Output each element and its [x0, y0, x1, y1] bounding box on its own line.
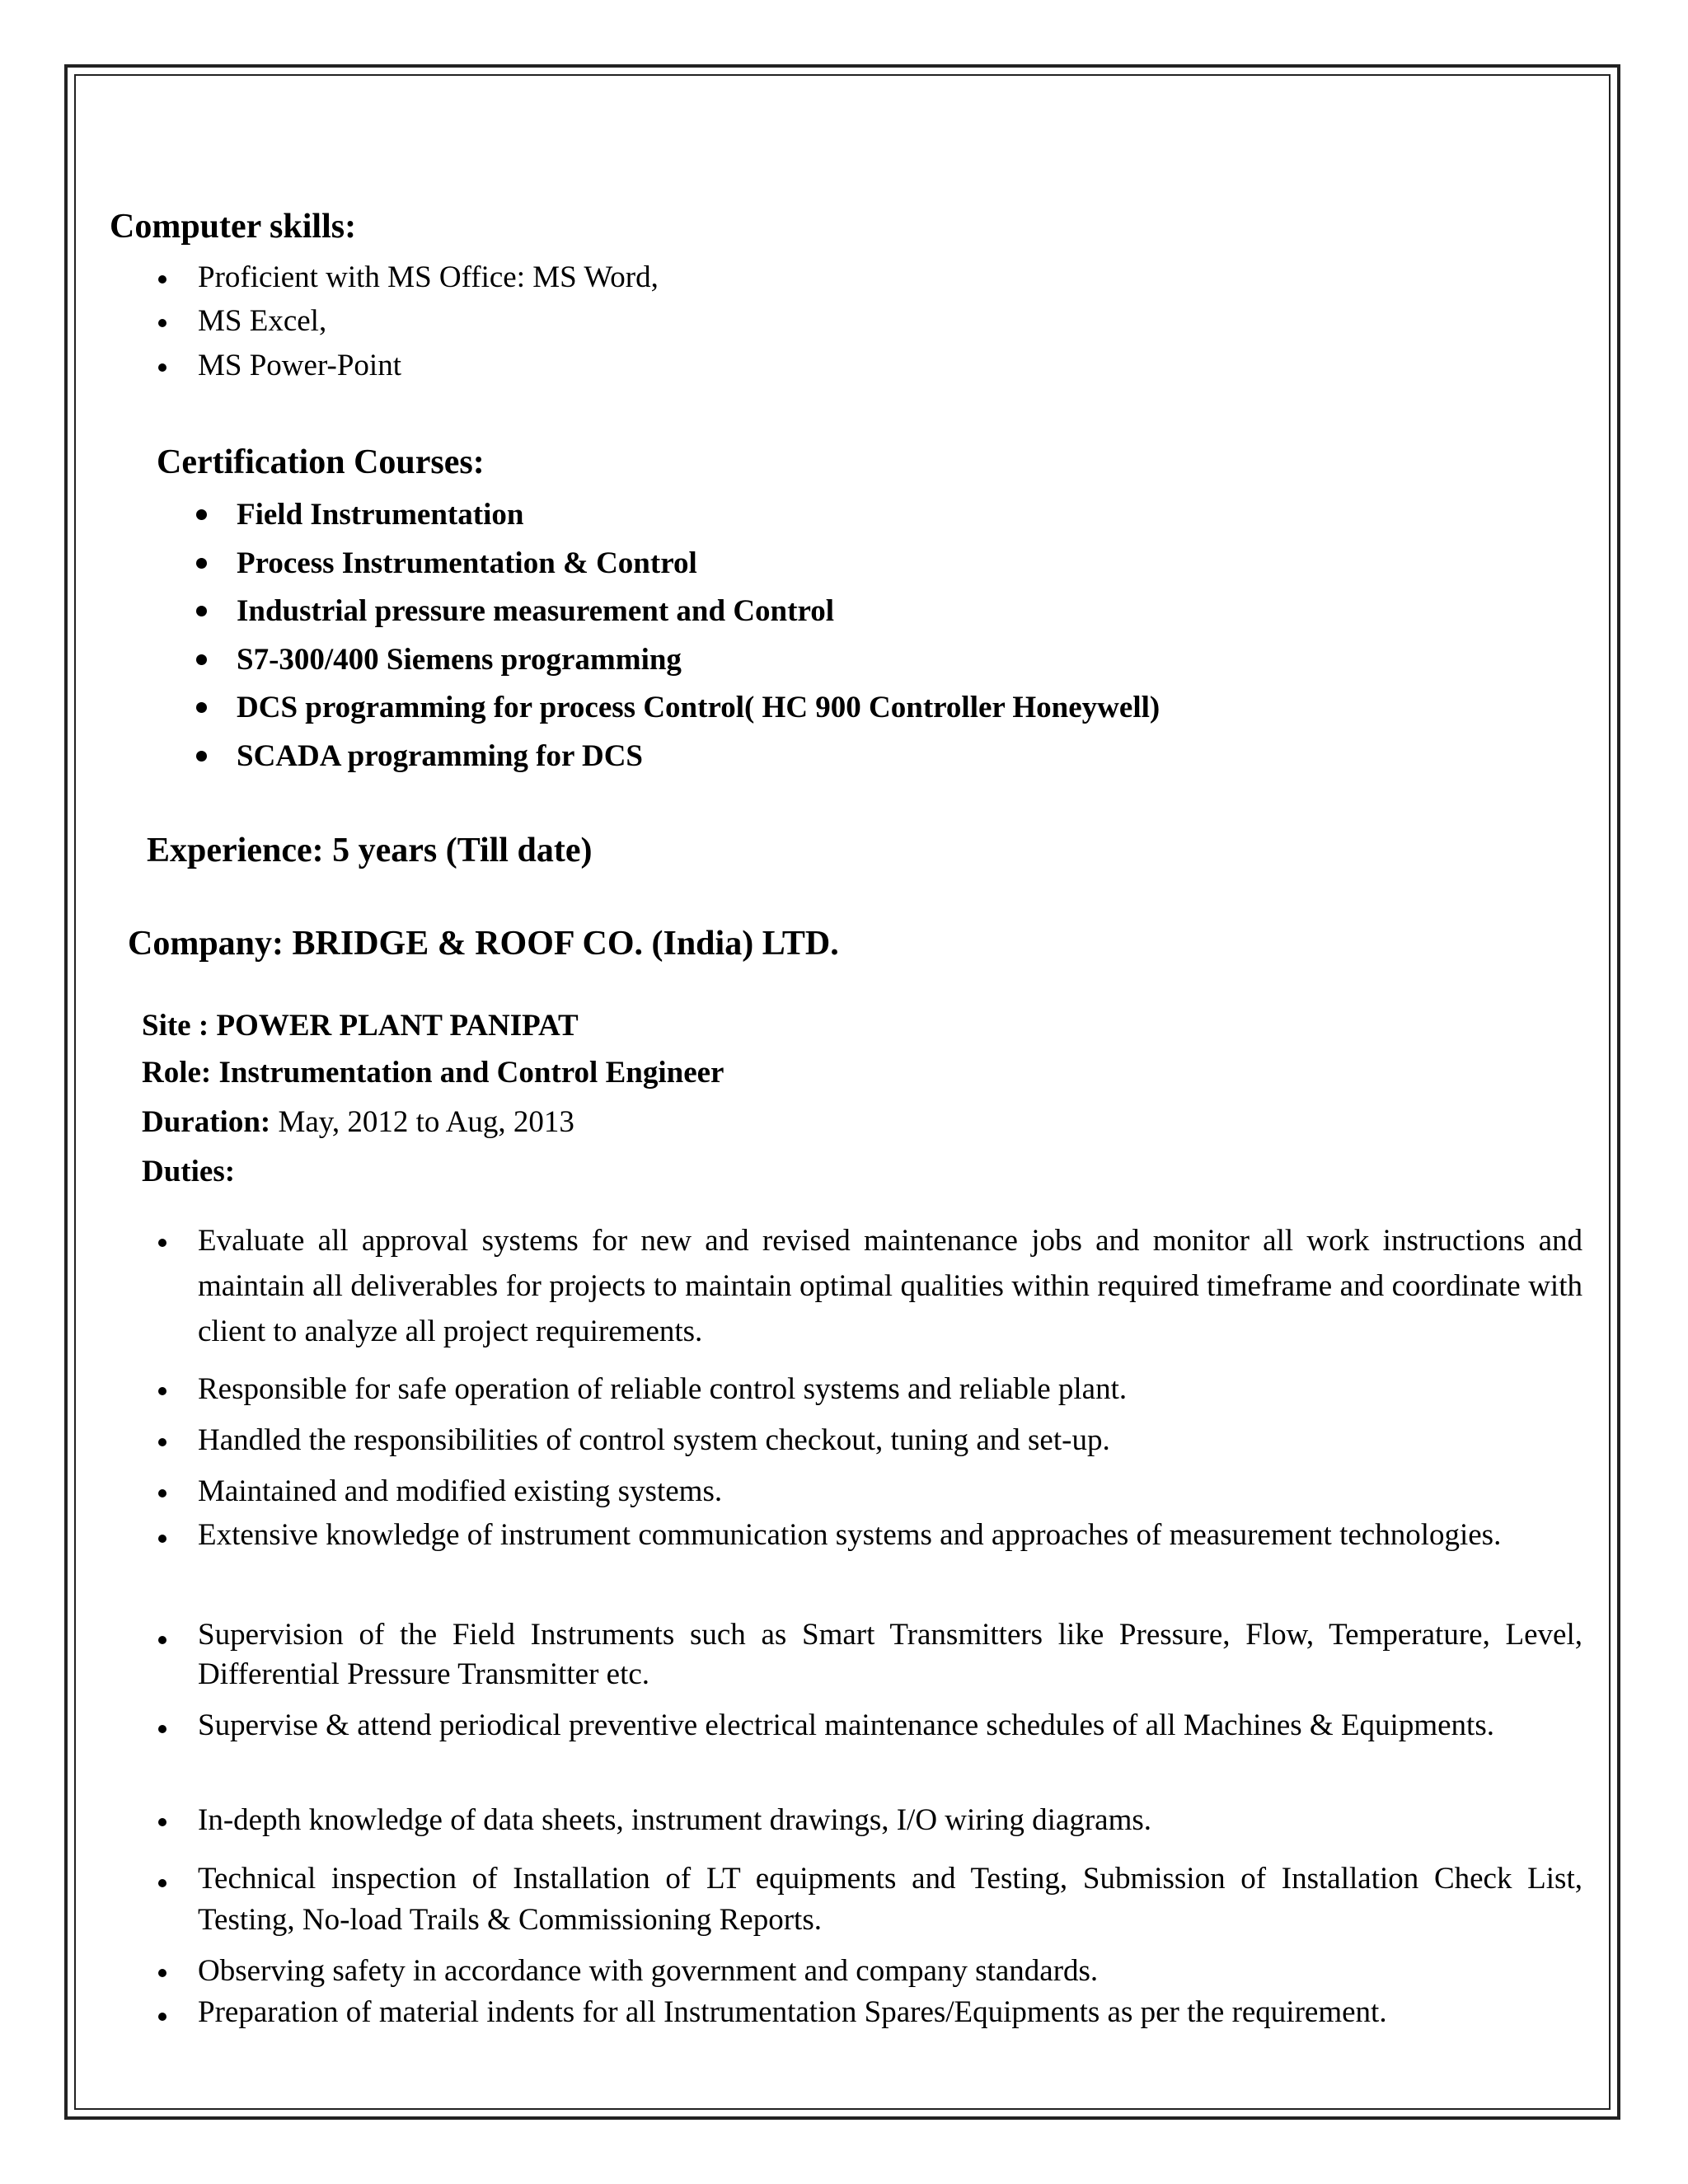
experience-value: 5 years (Till date) [332, 832, 593, 869]
certification-heading: Certification Courses: [157, 443, 485, 481]
duration-label: Duration: [142, 1105, 271, 1139]
bullet-icon [158, 1969, 166, 1977]
bullet-icon [158, 1818, 166, 1826]
role-value: Instrumentation and Control Engineer [218, 1056, 724, 1090]
bullet-icon [158, 1438, 166, 1446]
bullet-icon [158, 1879, 166, 1887]
site-line [142, 1008, 579, 1044]
duty-item: In-depth knowledge of data sheets, instrument drawings, I/O wiring diagrams. [198, 1803, 1152, 1837]
duty-item: Supervise & attend periodical preventive electrical maintenance schedules of all Machines & Equipments. [198, 1708, 1494, 1742]
bullet-icon [158, 275, 166, 284]
certification-item: Industrial pressure measurement and Control [237, 594, 834, 628]
duration-value: May, 2012 to Aug, 2013 [278, 1105, 574, 1139]
role-line [142, 1055, 724, 1091]
bullet-icon [196, 509, 207, 520]
certification-item: Process Instrumentation & Control [237, 546, 697, 580]
bullet-icon [158, 1387, 166, 1395]
site-value: POWER PLANT PANIPAT [216, 1009, 579, 1043]
bullet-icon [158, 319, 166, 327]
duty-item: Supervision of the Field Instruments such as Smart Transmitters like Pressure, Flow, Temperature, Level, Differential Pressure Transmitter etc. [198, 1618, 1582, 1691]
duration-line [142, 1104, 574, 1141]
bullet-icon [158, 1239, 166, 1247]
bullet-icon [158, 1725, 166, 1733]
company-value: BRIDGE & ROOF CO. (India) LTD. [292, 925, 839, 963]
certification-item: SCADA programming for DCS [237, 739, 644, 773]
computer-skill-item: Proficient with MS Office: MS Word, [198, 260, 659, 294]
certification-item: DCS programming for process Control( HC 900 Controller Honeywell) [237, 691, 1160, 724]
computer-skill-item: MS Power-Point [198, 349, 401, 382]
bullet-icon [196, 606, 207, 616]
bullet-icon [158, 1489, 166, 1497]
duty-item: Technical inspection of Installation of LT equipments and Testing, Submission of Installation Check List, Testing, No-load Trails & Commissioning Reports. [198, 1862, 1582, 1937]
duty-item: Preparation of material indents for all Instrumentation Spares/Equipments as per the requirement. [198, 1995, 1387, 2029]
role-label: Role: [142, 1056, 212, 1090]
bullet-icon [158, 2013, 166, 2021]
bullet-icon [158, 1636, 166, 1644]
certification-item: S7-300/400 Siemens programming [237, 643, 682, 677]
duty-item: Extensive knowledge of instrument communication systems and approaches of measurement technologies. [198, 1518, 1502, 1552]
bullet-icon [196, 751, 207, 762]
bullet-icon [158, 363, 166, 372]
duty-item: Responsible for safe operation of reliable control systems and reliable plant. [198, 1372, 1128, 1406]
experience-label: Experience: [147, 832, 324, 869]
bullet-icon [196, 654, 207, 665]
certification-item: Field Instrumentation [237, 498, 524, 532]
duty-item: Observing safety in accordance with government and company standards. [198, 1954, 1099, 1988]
duty-item: Handled the responsibilities of control system checkout, tuning and set-up. [198, 1423, 1110, 1457]
bullet-icon [158, 1535, 166, 1543]
company-label: Company: [128, 925, 284, 963]
site-label: Site : [142, 1009, 209, 1043]
computer-skills-heading: Computer skills: [110, 208, 357, 246]
company-line [128, 923, 839, 964]
bullet-icon [196, 702, 207, 713]
duty-item: Maintained and modified existing systems. [198, 1474, 723, 1508]
experience-line [147, 830, 592, 871]
duty-item: Evaluate all approval systems for new and revised maintenance jobs and monitor all work instructions and maintain all deliverables for projects to maintain optimal qualities within required timeframe and coordinate with client to analyze all project requirements. [198, 1224, 1582, 1348]
duties-label: Duties: [142, 1155, 236, 1188]
computer-skill-item: MS Excel, [198, 304, 327, 338]
bullet-icon [196, 558, 207, 569]
